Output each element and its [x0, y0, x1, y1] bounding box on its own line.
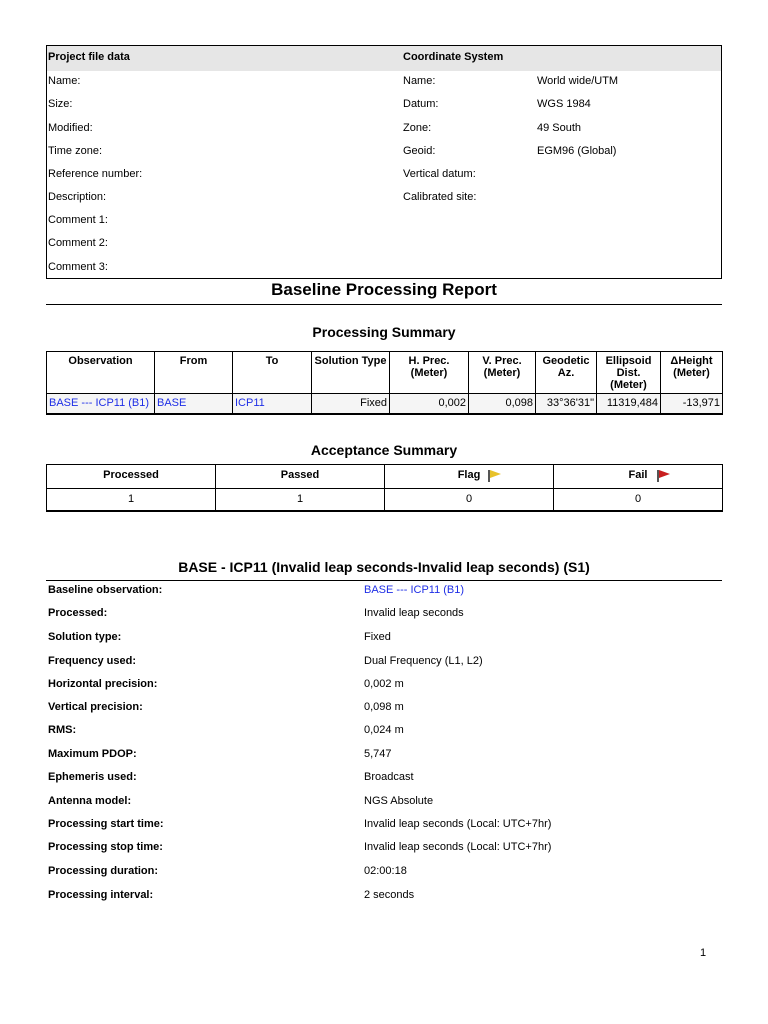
detail-key: Processing stop time:	[48, 841, 163, 853]
detail-key: Frequency used:	[48, 655, 137, 667]
processing-summary-table	[46, 351, 723, 415]
info-row-comment-2	[47, 233, 721, 257]
acceptance-summary-title: Acceptance Summary	[310, 442, 458, 458]
project-info-box	[46, 45, 722, 279]
h-prec-cell: 0,002	[390, 394, 469, 414]
info-label: Comment 2:	[48, 237, 108, 249]
detail-key: Processing start time:	[48, 818, 164, 830]
list-item	[46, 861, 722, 884]
detail-key: Maximum PDOP:	[48, 748, 137, 760]
table-header-row	[47, 465, 723, 489]
detail-value: 0,024 m	[364, 724, 404, 736]
coordinate-system-heading: Coordinate System	[403, 51, 504, 63]
list-item	[46, 791, 722, 814]
passed-header: Passed	[216, 465, 385, 489]
passed-count: 1	[216, 489, 385, 511]
fail-header-label: Fail	[628, 469, 648, 481]
detail-value: 5,747	[364, 748, 392, 760]
detail-key: Ephemeris used:	[48, 771, 137, 783]
detail-key: RMS:	[48, 724, 77, 736]
list-item	[46, 651, 722, 674]
column-header: Solution Type	[312, 352, 390, 394]
cs-label: Vertical datum:	[403, 168, 476, 180]
solution-type-cell: Fixed	[312, 394, 390, 414]
cs-label: Geoid:	[403, 145, 436, 157]
detail-value: Invalid leap seconds	[364, 607, 464, 619]
detail-key: Processed:	[48, 607, 108, 619]
detail-key: Antenna model:	[48, 795, 132, 807]
cs-value: 49 South	[537, 122, 582, 134]
from-station-link[interactable]: BASE	[155, 394, 233, 414]
list-item	[46, 720, 722, 743]
detail-key: Processing interval:	[48, 889, 154, 901]
cs-label: Name:	[403, 75, 436, 87]
column-header: From	[155, 352, 233, 394]
red-flag-icon	[657, 470, 671, 482]
baseline-section-title: BASE - ICP11 (Invalid leap seconds-Invalid leap seconds) (S1)	[178, 559, 590, 575]
delta-height-cell: -13,971	[661, 394, 723, 414]
to-station-link[interactable]: ICP11	[233, 394, 312, 414]
cs-label: Calibrated site:	[403, 191, 477, 203]
info-label: Time zone:	[48, 145, 103, 157]
info-row-name	[47, 71, 721, 95]
detail-key: Horizontal precision:	[48, 678, 158, 690]
processed-count: 1	[47, 489, 216, 511]
column-header: Observation	[47, 352, 155, 394]
list-item	[46, 767, 722, 790]
yellow-flag-icon	[488, 470, 502, 482]
detail-value: Invalid leap seconds (Local: UTC+7hr)	[364, 818, 552, 830]
ellipsoid-dist-cell: 11319,484	[597, 394, 661, 414]
info-row-modified	[47, 118, 721, 142]
info-row-size	[47, 94, 721, 118]
cs-value: World wide/UTM	[537, 75, 619, 87]
info-row-time-zone	[47, 141, 721, 165]
list-item	[46, 627, 722, 650]
processed-header: Processed	[47, 465, 216, 489]
info-label: Name:	[48, 75, 81, 87]
flag-header-label: Flag	[457, 469, 481, 481]
v-prec-cell: 0,098	[469, 394, 536, 414]
title-divider	[46, 304, 722, 305]
detail-key: Solution type:	[48, 631, 122, 643]
detail-value: Fixed	[364, 631, 391, 643]
cs-label: Zone:	[403, 122, 432, 134]
observation-link[interactable]: BASE --- ICP11 (B1)	[47, 394, 155, 414]
table-row	[47, 489, 723, 511]
list-item	[46, 580, 722, 603]
info-label: Comment 1:	[48, 214, 108, 226]
info-row-comment-3	[47, 257, 721, 281]
info-label: Description:	[48, 191, 107, 203]
table-header-row	[47, 352, 723, 394]
list-item	[46, 674, 722, 697]
cs-value: WGS 1984	[537, 98, 591, 110]
detail-key: Processing duration:	[48, 865, 159, 877]
fail-header	[554, 465, 723, 489]
column-header: To	[233, 352, 312, 394]
cs-value: EGM96 (Global)	[537, 145, 617, 157]
detail-value: 02:00:18	[364, 865, 407, 877]
info-row-description	[47, 187, 721, 211]
detail-value: 0,002 m	[364, 678, 404, 690]
processing-summary-title: Processing Summary	[312, 324, 456, 340]
detail-value: Invalid leap seconds (Local: UTC+7hr)	[364, 841, 552, 853]
flag-header	[385, 465, 554, 489]
detail-value: 2 seconds	[364, 889, 415, 901]
info-label: Reference number:	[48, 168, 143, 180]
list-item	[46, 744, 722, 767]
column-header: Ellipsoid Dist. (Meter)	[597, 352, 661, 394]
list-item	[46, 603, 722, 626]
list-item	[46, 814, 722, 837]
column-header: H. Prec. (Meter)	[390, 352, 469, 394]
project-file-data-heading: Project file data	[48, 51, 130, 63]
detail-key: Baseline observation:	[48, 584, 163, 596]
list-item	[46, 885, 722, 908]
list-item	[46, 697, 722, 720]
table-row	[47, 394, 723, 414]
report-title: Baseline Processing Report	[271, 280, 497, 299]
info-row-comment-1	[47, 210, 721, 234]
info-label: Size:	[48, 98, 73, 110]
geodetic-az-cell: 33°36'31"	[536, 394, 597, 414]
column-header: ΔHeight (Meter)	[661, 352, 723, 394]
acceptance-summary-table	[46, 464, 723, 512]
info-row-reference-number	[47, 164, 721, 188]
column-header: Geodetic Az.	[536, 352, 597, 394]
detail-value: Dual Frequency (L1, L2)	[364, 655, 483, 667]
page-number: 1	[700, 947, 707, 959]
project-info-header	[47, 46, 721, 71]
detail-value: 0,098 m	[364, 701, 404, 713]
info-label: Modified:	[48, 122, 93, 134]
cs-label: Datum:	[403, 98, 439, 110]
info-label: Comment 3:	[48, 261, 108, 273]
detail-key: Vertical precision:	[48, 701, 143, 713]
flag-count: 0	[385, 489, 554, 511]
list-item	[46, 837, 722, 860]
column-header: V. Prec. (Meter)	[469, 352, 536, 394]
detail-value: Broadcast	[364, 771, 414, 783]
detail-value: NGS Absolute	[364, 795, 434, 807]
fail-count: 0	[554, 489, 723, 511]
baseline-observation-link[interactable]: BASE --- ICP11 (B1)	[364, 584, 465, 596]
